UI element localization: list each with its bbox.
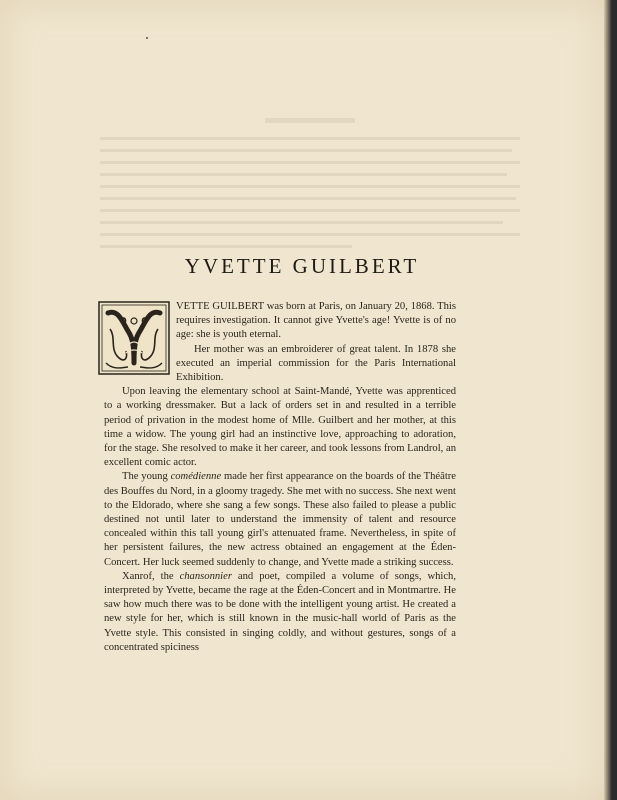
ornamental-dropcap-y-icon <box>98 301 170 375</box>
italic-term: chansonnier <box>179 570 232 582</box>
paragraph-1: VETTE GUILBERT was born at Paris, on January 20, 1868. This requires investigation. It cannot give Yvette's age! Yvette is of no age: she is youth eternal. <box>176 301 456 341</box>
scan-edge <box>604 0 617 800</box>
paragraph-5: Xanrof, the chansonnier and poet, compiled a volume of songs, which, interpreted by Yvette, became the rage at the Éden-Concert and in Montmartre. He saw how much there was to be done with the intelligent young artist. He created a new style for her, which is still known in the music-hall world of Paris as the Yvette style. This consisted in singing coldly, and without gestures, songs of a concentrated spiciness <box>104 570 457 653</box>
paragraph-4: The young comédienne made her first appearance on the boards of the Théâtre des Bouffes du Nord, in a gloomy tragedy. She met with no success. She next went to the Eldorado, where she sang a few songs. These also failed to please a public destined not until later to understand the immensity of talent and resource concealed within this tall young girl's attenuated frame. Nevertheless, in spite of her persistent failures, the new actress obtained an engagement at the Éden-Concert. Her luck seemed suddenly to change, and Yvette made a striking success. <box>104 471 456 568</box>
italic-term: comédienne <box>170 471 222 483</box>
paragraph-3: Upon leaving the elementary school at Saint-Mandé, Yvette was apprenticed to a working dressmaker. But a lack of orders set in and resulted in a terrible period of privation in the modest home of Mlle. Guilbert and her mother, at this time a widow. The young girl had an instinctive love, approaching to adoration, for the stage. She resolved to make it her career, and took lessons from Landrol, an excellent comic actor. <box>104 386 456 469</box>
article-body <box>104 300 456 655</box>
page-title: YVETTE GUILBERT <box>184 254 420 278</box>
paragraph-2: Her mother was an embroiderer of great talent. In 1878 she executed an imperial commission for the Paris International Exhibition. <box>176 343 456 384</box>
paper-speck <box>146 37 148 39</box>
